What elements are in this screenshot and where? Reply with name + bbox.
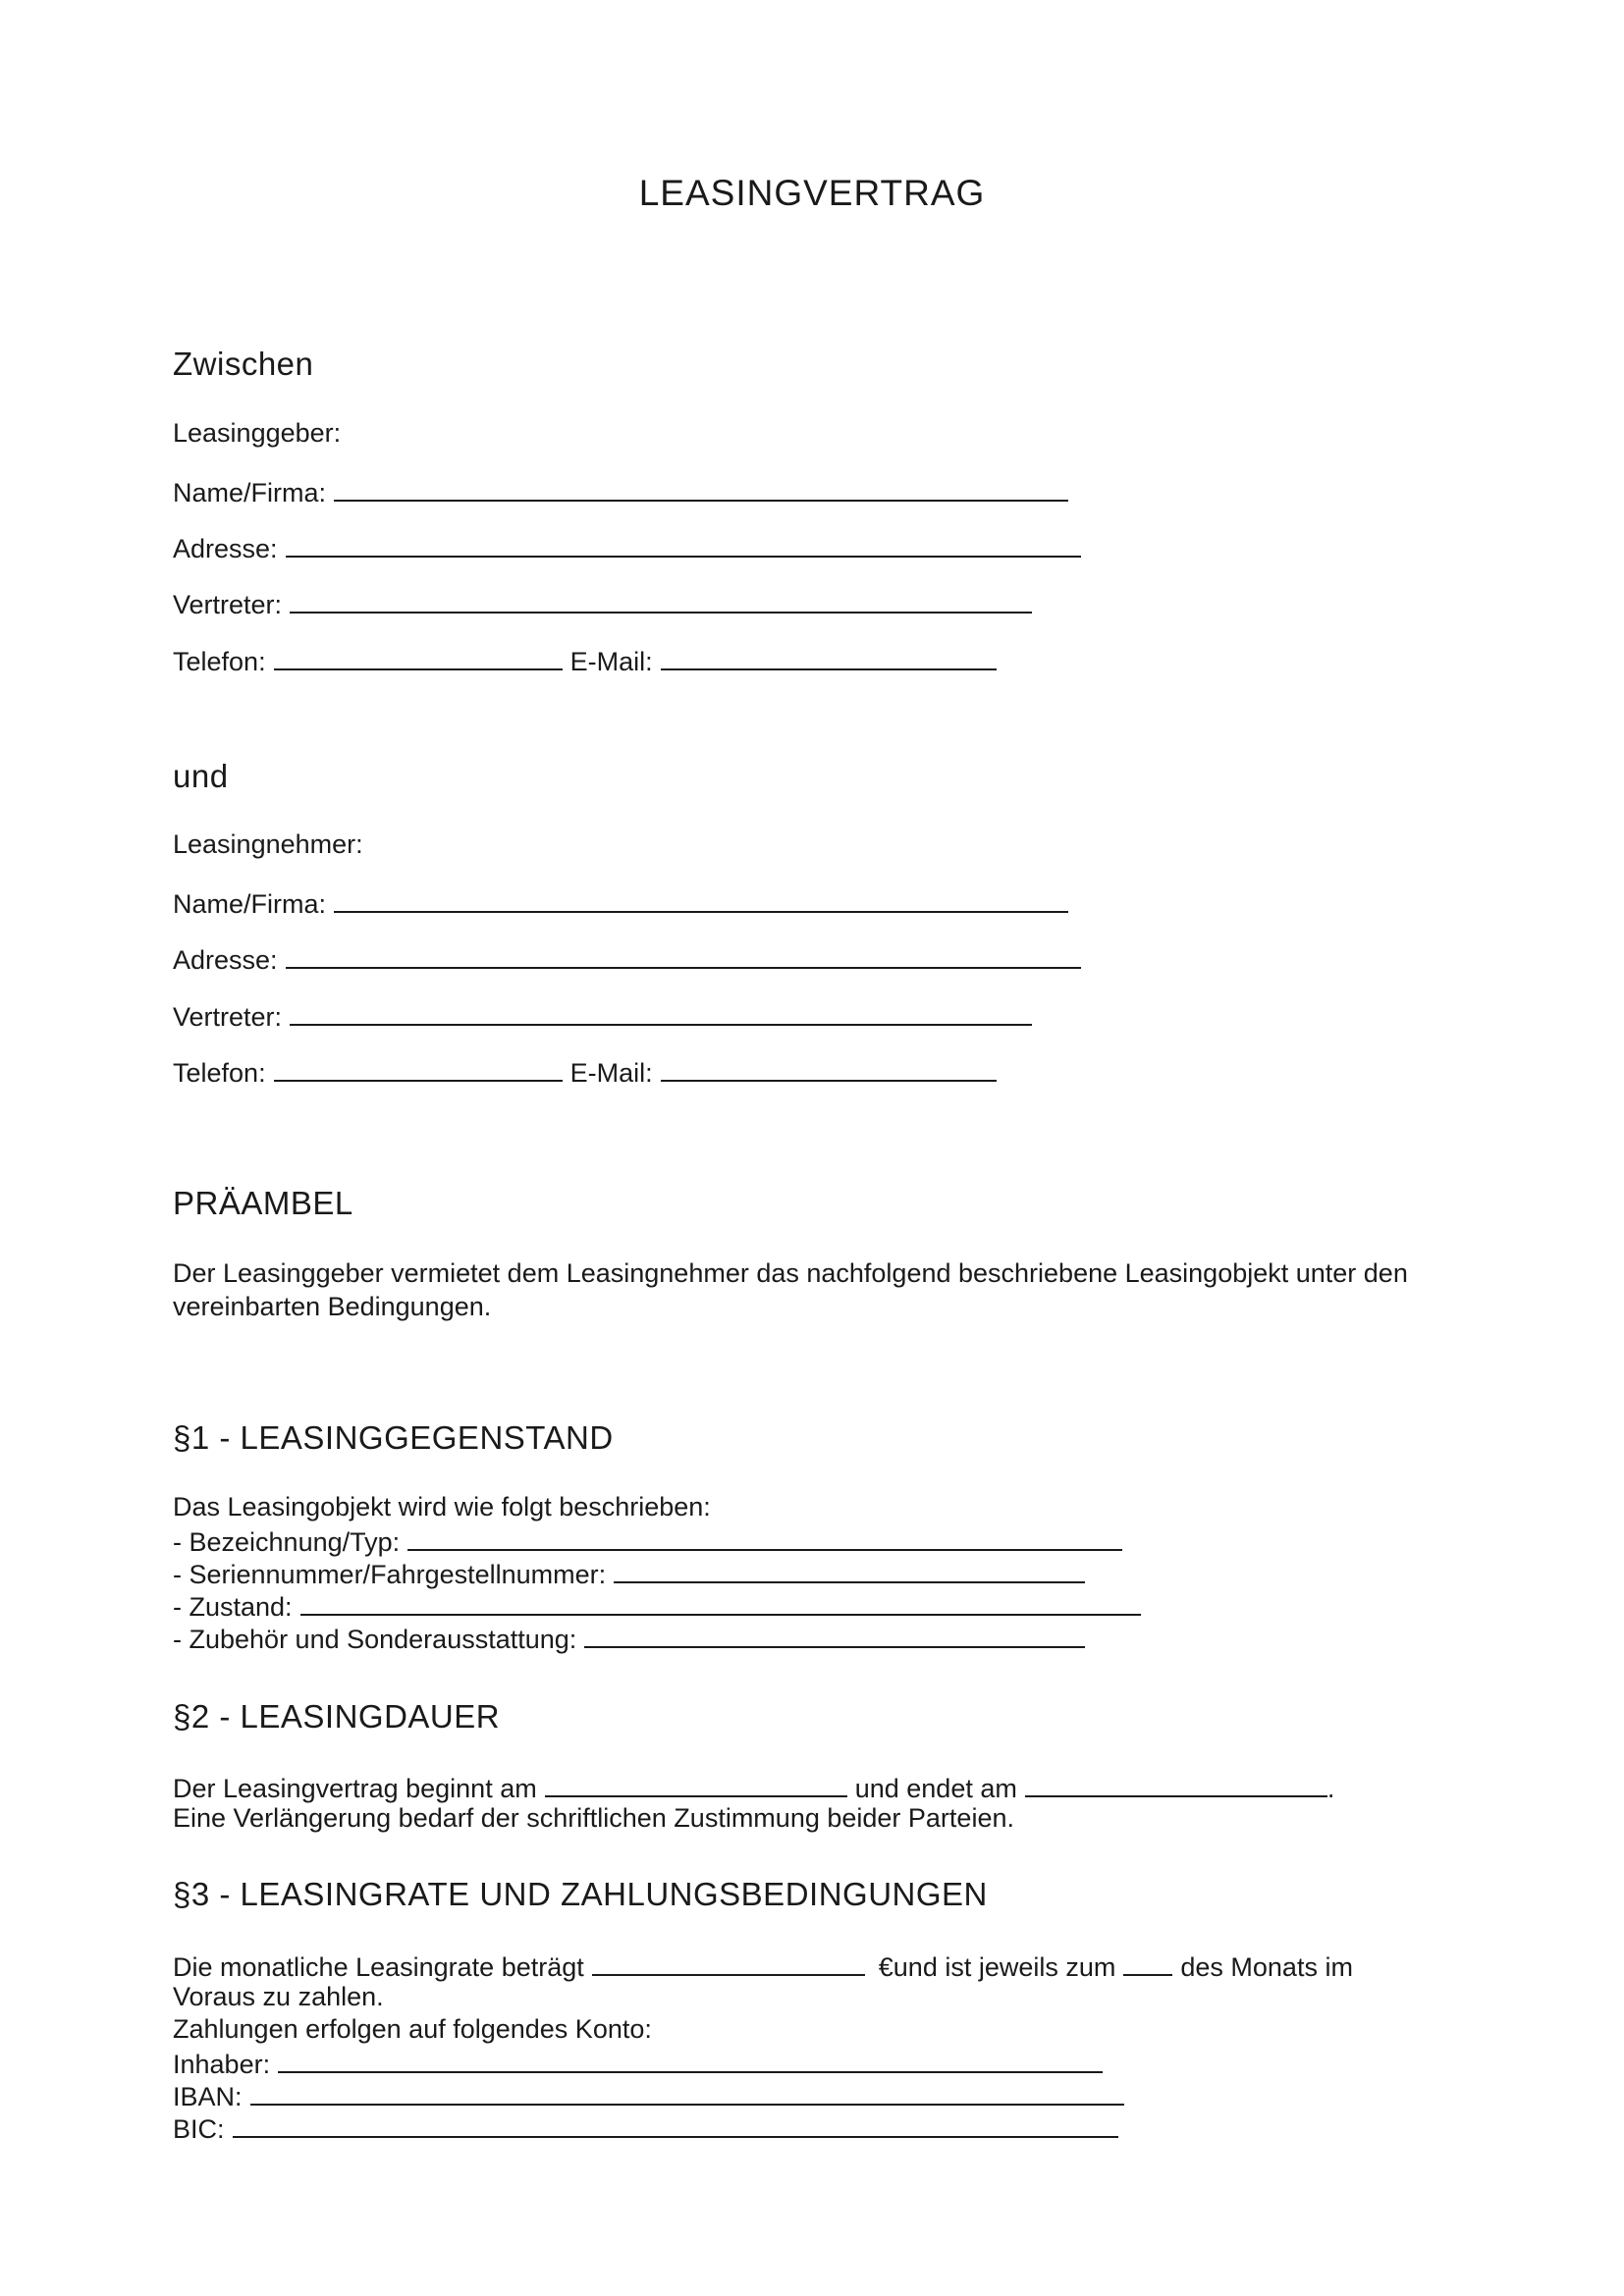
section1-accessories-label: - Zubehör und Sonderausstattung: — [173, 1625, 577, 1654]
lessor-address-row — [173, 531, 1081, 564]
lessor-address-label: Adresse: — [173, 534, 278, 563]
section1-condition-label: - Zustand: — [173, 1592, 293, 1622]
lessor-name-row — [173, 475, 1068, 508]
section1-serial-field[interactable] — [614, 1557, 1085, 1583]
section1-heading: §1 - LEASINGGEGENSTAND — [173, 1419, 614, 1456]
and-heading: und — [173, 758, 229, 794]
section3-iban-field[interactable] — [250, 2079, 1124, 2106]
section2-heading: §2 - LEASINGDAUER — [173, 1698, 501, 1735]
lessor-email-label: E-Mail: — [569, 647, 653, 676]
section3-bic-row — [173, 2111, 1118, 2145]
lessee-name-row — [173, 886, 1068, 920]
lessor-name-field[interactable] — [334, 475, 1068, 502]
section2-period: . — [1326, 1774, 1335, 1803]
section3-iban-label: IBAN: — [173, 2082, 243, 2111]
lessee-email-field[interactable] — [661, 1055, 997, 1082]
section1-type-row — [173, 1524, 1122, 1558]
lessee-phone-field[interactable] — [274, 1055, 563, 1082]
lessee-name-label: Name/Firma: — [173, 889, 327, 919]
lessee-address-row — [173, 942, 1081, 976]
between-heading: Zwischen — [173, 346, 314, 382]
section3-rate-label: Die monatliche Leasingrate beträgt — [173, 1952, 584, 1982]
section3-rate-field[interactable] — [592, 1949, 865, 1976]
section2-end-label: und endet am — [854, 1774, 1017, 1803]
section3-holder-row — [173, 2047, 1103, 2080]
lessor-name-label: Name/Firma: — [173, 478, 327, 507]
section2-end-field[interactable] — [1025, 1771, 1327, 1797]
section1-condition-field[interactable] — [300, 1589, 1141, 1616]
lessee-representative-label: Vertreter: — [173, 1002, 283, 1032]
lessee-address-label: Adresse: — [173, 945, 278, 975]
section1-type-label: - Bezeichnung/Typ: — [173, 1527, 401, 1557]
lessee-name-field[interactable] — [334, 886, 1068, 913]
lessor-phone-field[interactable] — [274, 644, 563, 670]
lessor-representative-field[interactable] — [290, 587, 1032, 614]
document-title: LEASINGVERTRAG — [638, 173, 986, 213]
section2-extension: Eine Verlängerung bedarf der schriftlichen Zustimmung beider Parteien. — [173, 1803, 1014, 1833]
lessor-phone-label: Telefon: — [173, 647, 266, 676]
section3-advance: Voraus zu zahlen. — [173, 1982, 384, 2011]
lessor-representative-row — [173, 587, 1032, 620]
section1-serial-row — [173, 1557, 1085, 1590]
section1-accessories-field[interactable] — [584, 1622, 1085, 1648]
section1-condition-row — [173, 1589, 1141, 1623]
section3-bic-label: BIC: — [173, 2114, 225, 2144]
lessor-role: Leasinggeber: — [173, 418, 342, 448]
section1-serial-label: - Seriennummer/Fahrgestellnummer: — [173, 1560, 607, 1589]
section3-holder-label: Inhaber: — [173, 2050, 271, 2079]
lessee-address-field[interactable] — [286, 942, 1081, 969]
section3-bic-field[interactable] — [233, 2111, 1118, 2138]
section1-accessories-row — [173, 1622, 1085, 1655]
section3-heading: §3 - LEASINGRATE UND ZAHLUNGSBEDINGUNGEN — [173, 1876, 988, 1912]
section2-start-field[interactable] — [545, 1771, 847, 1797]
preamble-text-line-1: Der Leasinggeber vermietet dem Leasingnehmer das nachfolgend beschriebene Leasingobjekt unter den — [173, 1258, 1408, 1288]
section1-intro: Das Leasingobjekt wird wie folgt beschrieben: — [173, 1492, 711, 1522]
section3-month-text: des Monats im — [1180, 1952, 1353, 1982]
lessor-email-field[interactable] — [661, 644, 997, 670]
preamble-text — [173, 1256, 1469, 1323]
section3-account-intro: Zahlungen erfolgen auf folgendes Konto: — [173, 2014, 652, 2044]
section3-day-field[interactable] — [1123, 1949, 1172, 1976]
lessee-representative-row — [173, 999, 1032, 1033]
lessee-email-label: E-Mail: — [569, 1058, 653, 1088]
section2-dates-row — [173, 1771, 1334, 1804]
lessee-contact-row — [173, 1055, 997, 1089]
preamble-heading: PRÄAMBEL — [173, 1185, 353, 1221]
lessee-representative-field[interactable] — [290, 999, 1032, 1026]
lessor-address-field[interactable] — [286, 531, 1081, 558]
section3-rate-row — [173, 1949, 1353, 1983]
section1-type-field[interactable] — [407, 1524, 1122, 1551]
lessor-representative-label: Vertreter: — [173, 590, 283, 619]
lessee-role: Leasingnehmer: — [173, 829, 363, 859]
section3-currency-text: €und ist jeweils zum — [878, 1952, 1116, 1982]
lessor-contact-row — [173, 644, 997, 677]
preamble-text-line-2: vereinbarten Bedingungen. — [173, 1292, 492, 1321]
section3-holder-field[interactable] — [278, 2047, 1103, 2073]
section2-start-label: Der Leasingvertrag beginnt am — [173, 1774, 537, 1803]
section3-iban-row — [173, 2079, 1124, 2112]
lessee-phone-label: Telefon: — [173, 1058, 266, 1088]
